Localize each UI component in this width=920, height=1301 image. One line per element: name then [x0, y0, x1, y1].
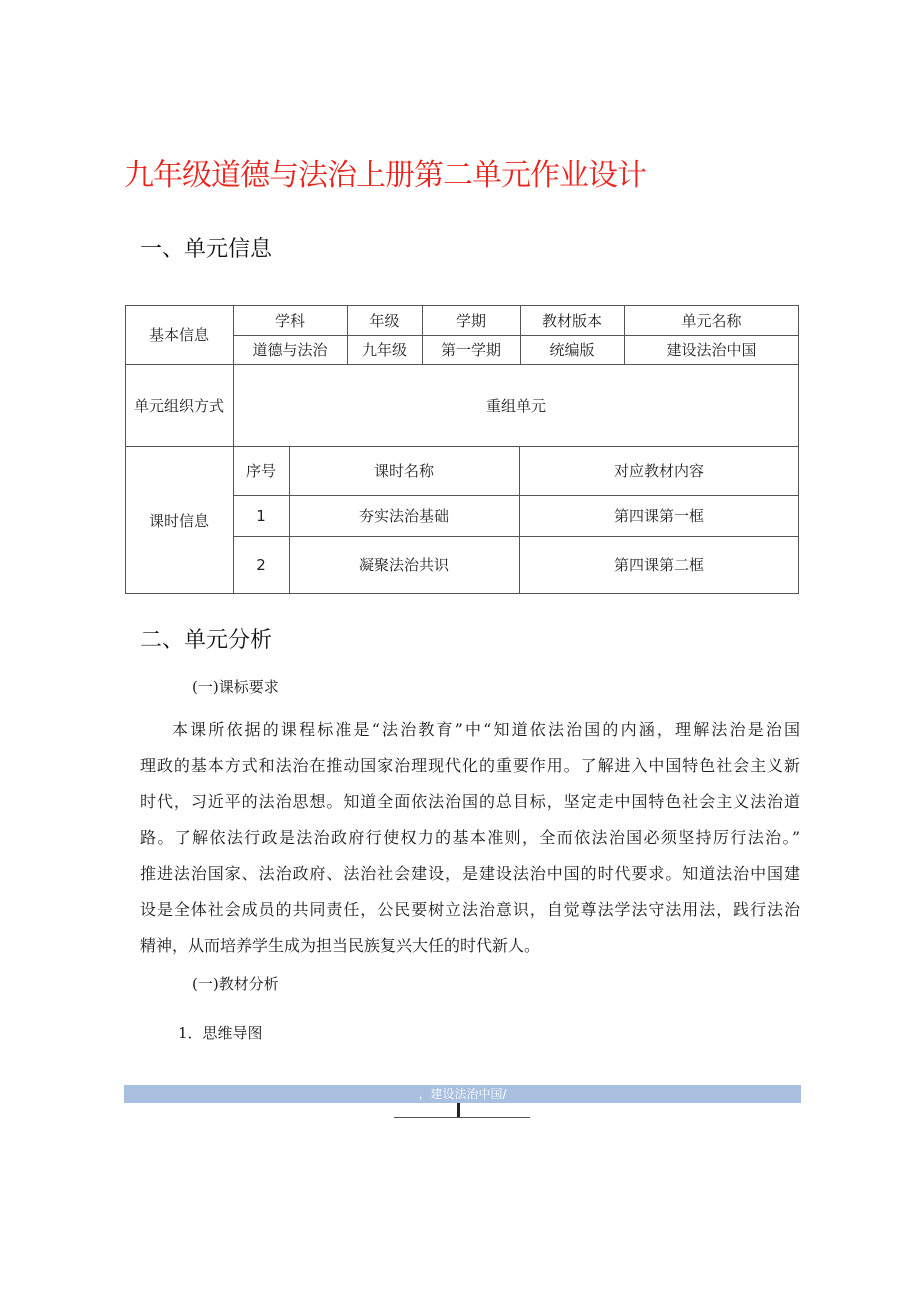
value-term: 第一学期: [440, 341, 501, 359]
subheading-curriculum: (一)课标要求: [192, 678, 279, 696]
curriculum-paragraph: [140, 712, 800, 964]
lesson-header-name: 课时名称: [373, 462, 434, 480]
lesson-content: 第四课第二框: [613, 556, 704, 574]
item-mindmap: 1．思维导图: [178, 1024, 263, 1042]
lesson-header-content: 对应教材内容: [613, 462, 704, 480]
header-edition: 教材版本: [541, 311, 602, 330]
document-title: 九年级道德与法治上册第二单元作业设计: [124, 158, 646, 193]
value-grade: 九年级: [361, 341, 407, 359]
paragraph-line: 理政的基本方式和法治在推动国家治理现代化的重要作用。了解进入中国特色社会主义新: [140, 756, 800, 775]
header-grade: 年级: [369, 311, 400, 330]
unit-info-table: [125, 305, 799, 594]
lesson-name: 夯实法治基础: [358, 507, 449, 525]
lesson-no: 1: [256, 506, 266, 525]
lesson-no: 2: [256, 555, 266, 574]
value-unit-name: 建设法治中国: [666, 341, 757, 359]
org-label: 单元组织方式: [133, 396, 224, 415]
paragraph-line: 精神，从而培养学生成为担当民族复兴大任的时代新人。: [140, 936, 541, 955]
section-heading-unit-info: 一、单元信息: [140, 237, 273, 262]
lesson-name: 凝聚法治共识: [358, 556, 449, 574]
header-subject: 学科: [274, 311, 305, 330]
basic-info-label: 基本信息: [148, 326, 209, 344]
header-term: 学期: [455, 311, 486, 330]
lesson-header-no: 序号: [245, 462, 276, 480]
mindmap-connector: [457, 1103, 460, 1117]
lesson-content: 第四课第一框: [613, 507, 704, 525]
paragraph-line: 设是全体社会成员的共同责任，公民要树立法治意识，自觉尊法学法守法用法，践行法治: [140, 900, 800, 919]
mindmap-branch-line: [394, 1117, 530, 1118]
value-edition: 统编版: [549, 341, 595, 359]
value-subject: 道德与法治: [252, 341, 328, 359]
subheading-textbook: (一)教材分析: [192, 975, 279, 993]
mindmap-root-label: ，建设法治中国/: [418, 1087, 507, 1101]
org-value: 重组单元: [485, 396, 546, 415]
section-heading-unit-analysis: 二、单元分析: [140, 628, 273, 653]
paragraph-line: 路。了解依法行政是法治政府行使权力的基本准则，全而依法治国必须坚持厉行法治。”: [140, 828, 800, 847]
header-unit-name: 单元名称: [681, 311, 742, 330]
lesson-info-label: 课时信息: [148, 511, 209, 530]
paragraph-line: 本课所依据的课程标准是“法治教育”中“知道依法治国的内涵，理解法治是治国: [172, 720, 800, 739]
paragraph-line: 时代，习近平的法治思想。知道全面依法治国的总目标，坚定走中国特色社会主义法治道: [140, 792, 800, 811]
paragraph-line: 推进法治国家、法治政府、法治社会建设，是建设法治中国的时代要求。知道法治中国建: [140, 864, 800, 883]
